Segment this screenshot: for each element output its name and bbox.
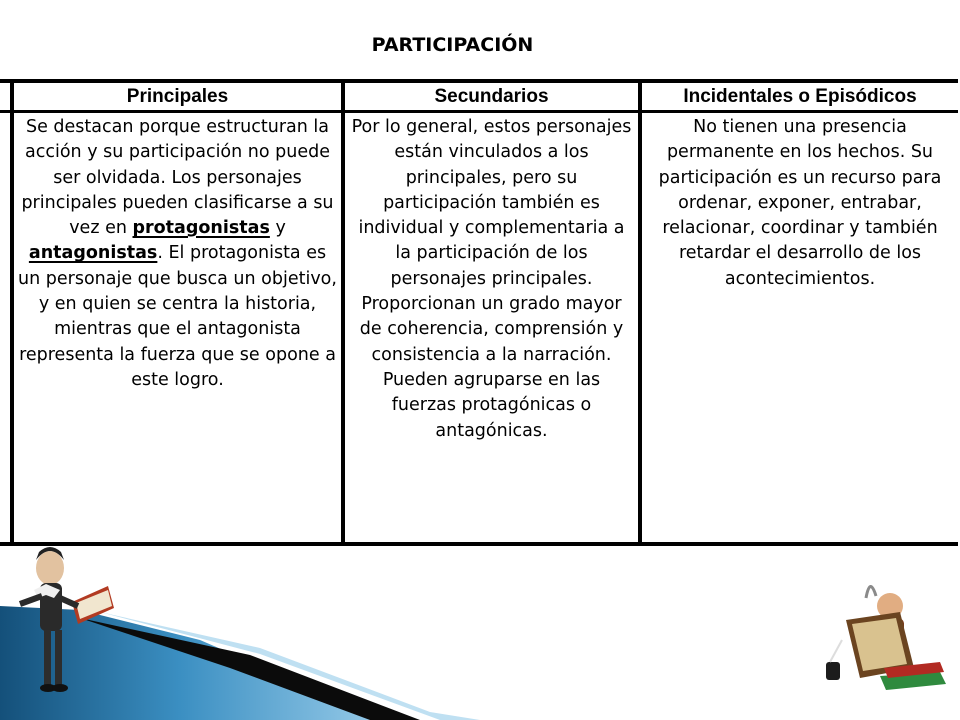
term-protagonistas: protagonistas bbox=[132, 218, 270, 239]
cell-principales-text: y bbox=[269, 218, 286, 239]
swoosh-band bbox=[0, 606, 480, 720]
writing-scholar-icon bbox=[826, 586, 946, 690]
header-principales: Principales bbox=[14, 83, 341, 110]
term-antagonistas: antagonistas bbox=[28, 243, 158, 264]
cell-principales-text: Se destacan porque estructuran la acción y su participación no puede ser olvidada. Los personajes principales pueden clasificarse a su vez en bbox=[21, 117, 334, 239]
cell-secundarios-text: Por lo general, estos personajes están vinculados a los principales, pero su participación también es individual y complementaria a la participación de los personajes principales. Proporcionan un grado mayor de coherencia, comprensión y consistencia a la narración. Pueden agruparse en las fuerzas protagónicas o antagónicas. bbox=[351, 117, 632, 441]
cell-principales-text: . El protagonista es un personaje que busca un objetivo, y en quien se centra la historia, mientras que el antagonista representa la fuerza que se opone a este logro. bbox=[18, 243, 337, 390]
cell-incidentales-text: No tienen una presencia permanente en los hechos. Su participación es un recurso para ordenar, exponer, entrabar, relacionar, coordinar y también retardar el desarrollo de los acontecimientos. bbox=[658, 117, 942, 289]
header-incidentales: Incidentales o Episódicos bbox=[642, 83, 958, 110]
header-secundarios: Secundarios bbox=[345, 83, 638, 110]
slide-title: PARTICIPACIÓN bbox=[371, 34, 534, 56]
